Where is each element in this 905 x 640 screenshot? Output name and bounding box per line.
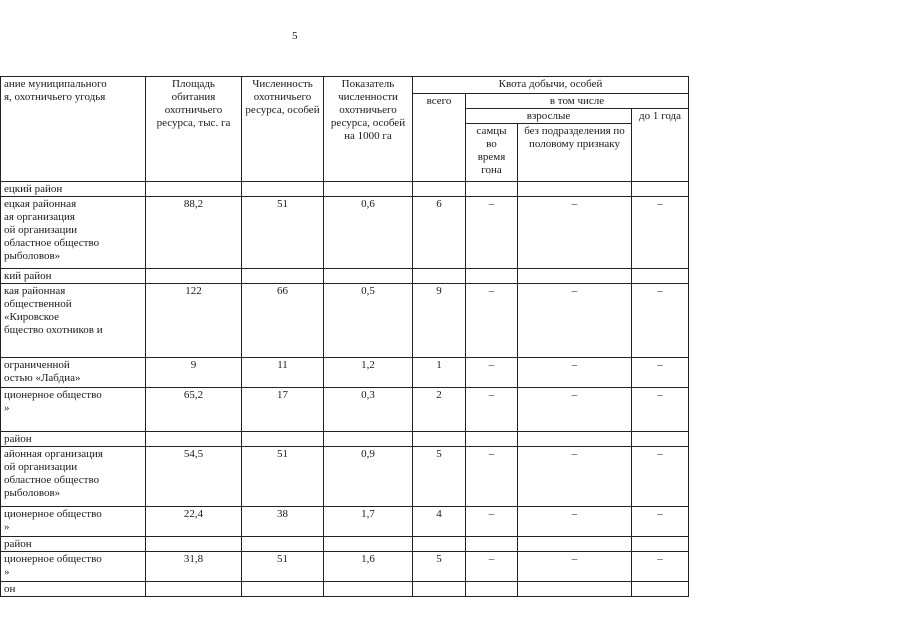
- cell-no-sex-division: [518, 582, 632, 597]
- cell-no-sex-division: –: [518, 197, 632, 269]
- cell-no-sex-division: –: [518, 388, 632, 432]
- cell-area: [146, 537, 242, 552]
- cell-population: 51: [242, 552, 324, 582]
- name-line: район: [4, 433, 32, 445]
- cell-population: [242, 582, 324, 597]
- name-line: ограниченной: [4, 359, 70, 371]
- cell-area: [146, 269, 242, 284]
- name-line: кая районная: [4, 285, 66, 297]
- name-line: рыболовов»: [4, 487, 61, 499]
- cell-total: 1: [413, 358, 466, 388]
- cell-under-one: [632, 537, 689, 552]
- cell-name: [1, 507, 146, 537]
- name-line: район: [4, 538, 32, 550]
- header-name-line: ание муниципального: [4, 78, 107, 90]
- cell-population: 66: [242, 284, 324, 358]
- table-row: [1, 507, 689, 537]
- name-line: общественной: [4, 298, 72, 310]
- cell-under-one: –: [632, 284, 689, 358]
- table-row: [1, 284, 689, 358]
- cell-total: [413, 182, 466, 197]
- cell-population: 51: [242, 197, 324, 269]
- cell-no-sex-division: [518, 182, 632, 197]
- cell-area: 122: [146, 284, 242, 358]
- cell-density: [324, 582, 413, 597]
- cell-total: 2: [413, 388, 466, 432]
- cell-males-rut: –: [466, 447, 518, 507]
- cell-name: [1, 388, 146, 432]
- cell-density: [324, 432, 413, 447]
- name-line: ционерное общество: [4, 389, 102, 401]
- header-name-line: я, охотничьего угодья: [4, 91, 106, 103]
- name-line: ой организации: [4, 224, 78, 236]
- district-row: [1, 269, 689, 284]
- name-line: ционерное общество: [4, 553, 102, 565]
- cell-males-rut: –: [466, 284, 518, 358]
- header-no-sex-division: без подразделения по половому признаку: [518, 124, 632, 182]
- cell-name: [1, 182, 146, 197]
- cell-no-sex-division: –: [518, 284, 632, 358]
- name-line: остью «Лабдиа»: [4, 372, 81, 384]
- cell-under-one: –: [632, 358, 689, 388]
- cell-under-one: [632, 432, 689, 447]
- name-line: »: [4, 521, 10, 533]
- cell-density: 1,7: [324, 507, 413, 537]
- cell-under-one: [632, 582, 689, 597]
- cell-no-sex-division: –: [518, 552, 632, 582]
- cell-area: [146, 582, 242, 597]
- header-area: Площадь обитания охотничьего ресурса, тыс. га: [146, 77, 242, 182]
- header-including: в том числе: [466, 94, 689, 109]
- cell-area: 31,8: [146, 552, 242, 582]
- name-line: бщество охотников и: [4, 324, 103, 336]
- table-row: [1, 388, 689, 432]
- cell-area: 22,4: [146, 507, 242, 537]
- cell-density: 0,6: [324, 197, 413, 269]
- name-line: ционерное общество: [4, 508, 102, 520]
- cell-population: [242, 432, 324, 447]
- header-males-line: во: [486, 138, 497, 150]
- name-line: ая организация: [4, 211, 75, 223]
- header-density: Показатель численности охотничьего ресурса, особей на 1000 га: [324, 77, 413, 182]
- table-row: [1, 358, 689, 388]
- name-line: он: [4, 583, 16, 595]
- cell-total: [413, 432, 466, 447]
- cell-name: [1, 269, 146, 284]
- cell-population: [242, 537, 324, 552]
- cell-no-sex-division: [518, 537, 632, 552]
- cell-under-one: –: [632, 388, 689, 432]
- cell-area: [146, 182, 242, 197]
- cell-under-one: –: [632, 197, 689, 269]
- cell-total: [413, 269, 466, 284]
- header-under-one: до 1 года: [632, 109, 689, 182]
- cell-area: 9: [146, 358, 242, 388]
- name-line: «Кировское: [4, 311, 60, 323]
- header-population: Численность охотничьего ресурса, особей: [242, 77, 324, 182]
- name-line: областное общество: [4, 237, 100, 249]
- table-row: [1, 197, 689, 269]
- cell-under-one: –: [632, 447, 689, 507]
- cell-population: 17: [242, 388, 324, 432]
- cell-area: 54,5: [146, 447, 242, 507]
- cell-under-one: [632, 182, 689, 197]
- cell-total: [413, 537, 466, 552]
- cell-males-rut: –: [466, 358, 518, 388]
- cell-no-sex-division: [518, 432, 632, 447]
- district-row: [1, 432, 689, 447]
- cell-name: [1, 552, 146, 582]
- cell-density: [324, 269, 413, 284]
- cell-name: [1, 537, 146, 552]
- cell-area: 65,2: [146, 388, 242, 432]
- district-row: [1, 182, 689, 197]
- header-males-line: гона: [481, 164, 502, 176]
- district-row: [1, 582, 689, 597]
- name-line: [4, 337, 142, 350]
- cell-under-one: –: [632, 552, 689, 582]
- cell-under-one: –: [632, 507, 689, 537]
- cell-area: [146, 432, 242, 447]
- cell-density: 0,3: [324, 388, 413, 432]
- cell-area: 88,2: [146, 197, 242, 269]
- name-line: ецкий район: [4, 183, 63, 195]
- header-quota: Квота добычи, особей: [413, 77, 689, 94]
- cell-density: 1,6: [324, 552, 413, 582]
- table-body: [1, 77, 689, 597]
- header-name: [1, 77, 146, 182]
- cell-density: [324, 182, 413, 197]
- header-males-rut: [466, 124, 518, 182]
- cell-no-sex-division: –: [518, 447, 632, 507]
- cell-males-rut: –: [466, 197, 518, 269]
- header-males-line: время: [477, 151, 506, 163]
- cell-males-rut: [466, 432, 518, 447]
- name-line: кий район: [4, 270, 52, 282]
- cell-population: 11: [242, 358, 324, 388]
- cell-name: [1, 358, 146, 388]
- cell-population: 38: [242, 507, 324, 537]
- name-line: рыболовов»: [4, 250, 61, 262]
- name-line: »: [4, 566, 10, 578]
- header-males-line: самцы: [476, 125, 507, 137]
- cell-population: [242, 182, 324, 197]
- cell-total: 5: [413, 552, 466, 582]
- cell-density: 0,5: [324, 284, 413, 358]
- name-line: ой организации: [4, 461, 78, 473]
- cell-density: 0,9: [324, 447, 413, 507]
- header-total: всего: [413, 94, 466, 182]
- name-line: айонная организация: [4, 448, 103, 460]
- cell-total: 9: [413, 284, 466, 358]
- cell-males-rut: –: [466, 507, 518, 537]
- name-line: ецкая районная: [4, 198, 77, 210]
- cell-total: 4: [413, 507, 466, 537]
- header-adults: взрослые: [466, 109, 632, 124]
- table-row: [1, 552, 689, 582]
- cell-population: [242, 269, 324, 284]
- cell-males-rut: –: [466, 388, 518, 432]
- hunting-quota-table: [0, 76, 689, 597]
- district-row: [1, 537, 689, 552]
- cell-name: [1, 284, 146, 358]
- cell-males-rut: [466, 582, 518, 597]
- cell-name: [1, 447, 146, 507]
- cell-males-rut: –: [466, 552, 518, 582]
- cell-males-rut: [466, 269, 518, 284]
- cell-name: [1, 432, 146, 447]
- cell-population: 51: [242, 447, 324, 507]
- name-line: областное общество: [4, 474, 100, 486]
- header-row-1: [1, 77, 689, 94]
- cell-total: 6: [413, 197, 466, 269]
- cell-no-sex-division: –: [518, 358, 632, 388]
- cell-total: 5: [413, 447, 466, 507]
- page-number: 5: [292, 30, 298, 42]
- cell-males-rut: [466, 537, 518, 552]
- cell-density: 1,2: [324, 358, 413, 388]
- name-line: »: [4, 402, 10, 414]
- cell-no-sex-division: –: [518, 507, 632, 537]
- cell-name: [1, 582, 146, 597]
- cell-under-one: [632, 269, 689, 284]
- table-row: [1, 447, 689, 507]
- cell-density: [324, 537, 413, 552]
- cell-males-rut: [466, 182, 518, 197]
- cell-total: [413, 582, 466, 597]
- cell-name: [1, 197, 146, 269]
- cell-no-sex-division: [518, 269, 632, 284]
